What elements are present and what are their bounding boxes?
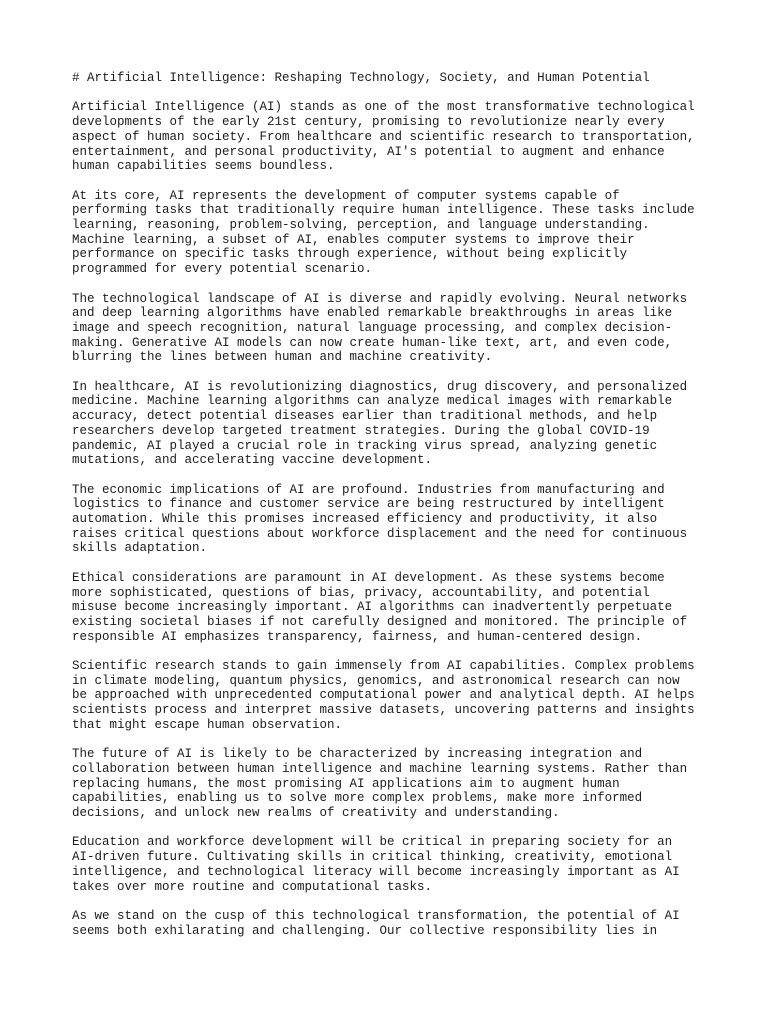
paragraph <box>72 747 712 821</box>
paragraph-line: The technological landscape of AI is diverse and rapidly evolving. Neural networks <box>72 291 688 306</box>
paragraph <box>72 835 712 894</box>
paragraph-line: aspect of human society. From healthcare and scientific research to transportation, <box>72 129 695 144</box>
document-body <box>72 100 712 938</box>
paragraph-line: image and speech recognition, natural language processing, and complex decision- <box>72 320 673 335</box>
paragraph <box>72 571 712 645</box>
paragraph-line: The future of AI is likely to be characterized by increasing integration and <box>72 747 643 762</box>
paragraph-line: entertainment, and personal productivity, AI's potential to augment and enhance <box>72 144 665 159</box>
paragraph-line: decisions, and unlock new realms of creativity and understanding. <box>72 806 560 821</box>
document-page <box>72 71 712 953</box>
paragraph-line: be approached with unprecedented computational power and analytical depth. AI helps <box>72 688 695 703</box>
paragraph-line: misuse become increasingly important. AI algorithms can inadvertently perpetuate <box>72 600 673 615</box>
paragraph-line: mutations, and accelerating vaccine development. <box>72 453 433 468</box>
paragraph-line: skills adaptation. <box>72 541 208 556</box>
paragraph-line: The economic implications of AI are profound. Industries from manufacturing and <box>72 482 665 497</box>
paragraph-line: Education and workforce development will be critical in preparing society for an <box>72 835 673 850</box>
paragraph-line: collaboration between human intelligence and machine learning systems. Rather than <box>72 761 688 776</box>
paragraph-line: In healthcare, AI is revolutionizing diagnostics, drug discovery, and personalized <box>72 379 688 394</box>
paragraph <box>72 659 712 733</box>
paragraph-line: existing societal biases if not carefully designed and monitored. The principle of <box>72 614 688 629</box>
paragraph-line: pandemic, AI played a crucial role in tracking virus spread, analyzing genetic <box>72 438 658 453</box>
paragraph-line: raises critical questions about workforce displacement and the need for continuous <box>72 526 688 541</box>
paragraph-line: accuracy, detect potential diseases earlier than traditional methods, and help <box>72 409 658 424</box>
document-heading: # Artificial Intelligence: Reshaping Technology, Society, and Human Potential <box>72 71 650 85</box>
paragraph <box>72 100 712 174</box>
paragraph-line: programmed for every potential scenario. <box>72 262 373 277</box>
paragraph-line: takes over more routine and computational tasks. <box>72 879 433 894</box>
paragraph-line: responsible AI emphasizes transparency, fairness, and human-centered design. <box>72 629 643 644</box>
paragraph-line: Ethical considerations are paramount in AI development. As these systems become <box>72 570 665 585</box>
paragraph-line: more sophisticated, questions of bias, privacy, accountability, and potential <box>72 585 650 600</box>
paragraph <box>72 483 712 557</box>
paragraph <box>72 292 712 366</box>
paragraph-line: performing tasks that traditionally require human intelligence. These tasks include <box>72 203 695 218</box>
paragraph <box>72 909 712 938</box>
paragraph <box>72 380 712 468</box>
paragraph-line: seems both exhilarating and challenging. Our collective responsibility lies in <box>72 923 658 938</box>
paragraph-line: Scientific research stands to gain immensely from AI capabilities. Complex problems <box>72 659 695 674</box>
paragraph-line: developments of the early 21st century, promising to revolutionize nearly every <box>72 115 665 130</box>
paragraph-line: automation. While this promises increased efficiency and productivity, it also <box>72 512 658 527</box>
paragraph-line: blurring the lines between human and machine creativity. <box>72 350 493 365</box>
paragraph-line: Artificial Intelligence (AI) stands as one of the most transformative technological <box>72 100 695 115</box>
paragraph-line: At its core, AI represents the development of computer systems capable of <box>72 188 620 203</box>
paragraph-line: replacing humans, the most promising AI applications aim to augment human <box>72 776 620 791</box>
paragraph-line: Machine learning, a subset of AI, enables computer systems to improve their <box>72 232 635 247</box>
paragraph-line: medicine. Machine learning algorithms can analyze medical images with remarkable <box>72 394 673 409</box>
paragraph-line: AI-driven future. Cultivating skills in critical thinking, creativity, emotional <box>72 850 673 865</box>
paragraph-line: performance on specific tasks through experience, without being explicitly <box>72 247 628 262</box>
paragraph-line: researchers develop targeted treatment strategies. During the global COVID-19 <box>72 423 650 438</box>
paragraph-line: scientists process and interpret massive datasets, uncovering patterns and insights <box>72 703 695 718</box>
paragraph-line: As we stand on the cusp of this technological transformation, the potential of AI <box>72 908 680 923</box>
paragraph-line: human capabilities seems boundless. <box>72 159 335 174</box>
paragraph-line: making. Generative AI models can now create human-like text, art, and even code, <box>72 335 673 350</box>
paragraph <box>72 189 712 277</box>
paragraph-line: that might escape human observation. <box>72 717 343 732</box>
paragraph-line: logistics to finance and customer service are being restructured by intelligent <box>72 497 665 512</box>
paragraph-line: capabilities, enabling us to solve more complex problems, make more informed <box>72 791 643 806</box>
paragraph-line: in climate modeling, quantum physics, genomics, and astronomical research can now <box>72 673 680 688</box>
paragraph-line: and deep learning algorithms have enabled remarkable breakthroughs in areas like <box>72 306 673 321</box>
paragraph-line: intelligence, and technological literacy will become increasingly important as AI <box>72 864 680 879</box>
paragraph-line: learning, reasoning, problem-solving, perception, and language understanding. <box>72 218 650 232</box>
